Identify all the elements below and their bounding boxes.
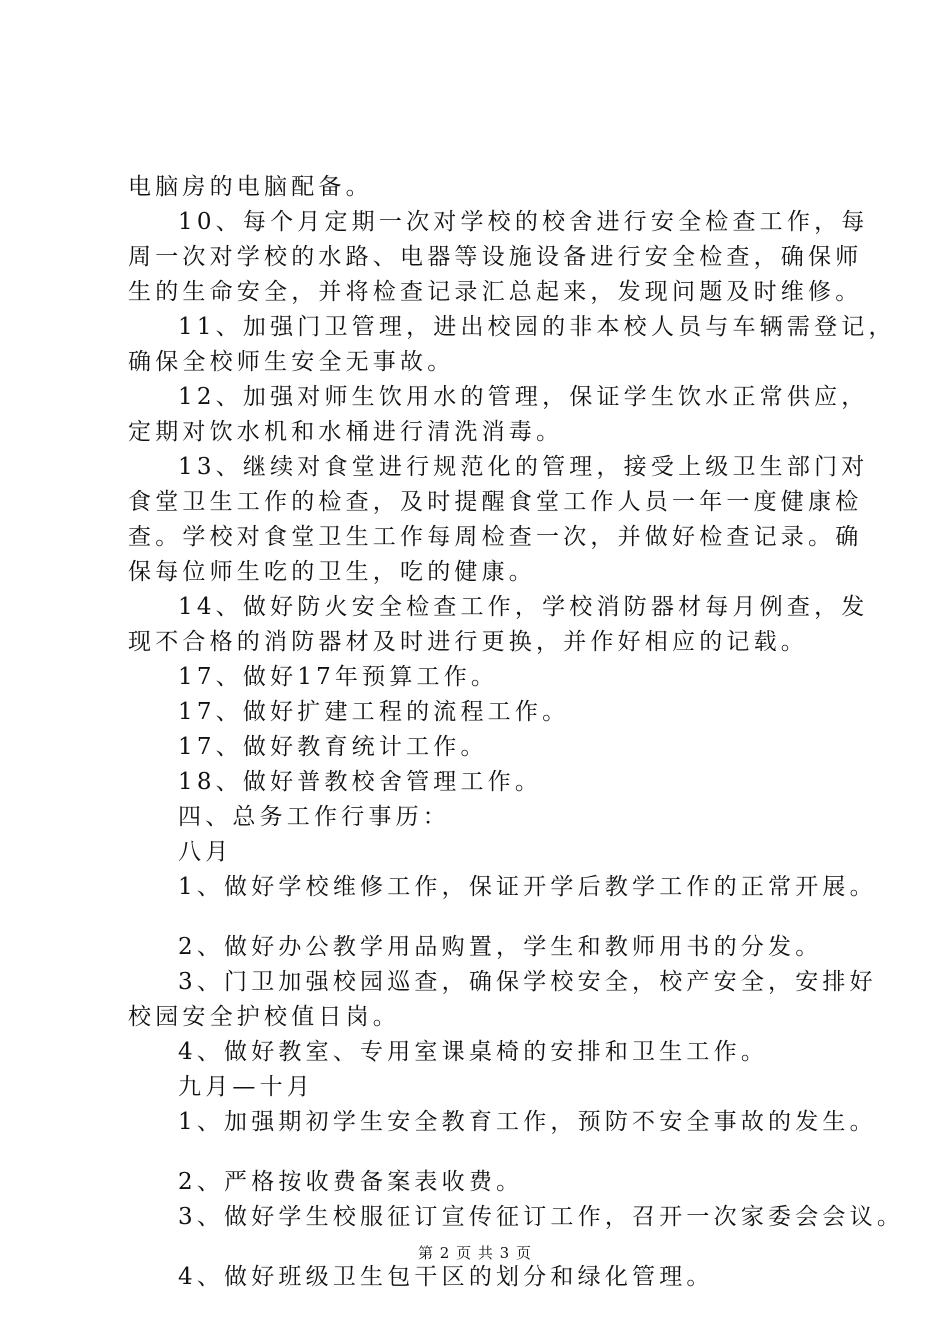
text-line: 确保全校师生安全无事故。 (128, 349, 455, 375)
text-line: 17、做好17年预算工作。 (178, 664, 499, 690)
text-line: 1、做好学校维修工作，保证开学后教学工作的正常开展。 (178, 874, 877, 900)
text-line: 保每位师生吃的卫生，吃的健康。 (128, 559, 536, 585)
text-line: 周一次对学校的水路、电器等设施设备进行安全检查，确保师 (128, 244, 863, 270)
month-heading: 九月—十月 (178, 1074, 314, 1100)
text-line: 3、门卫加强校园巡查，确保学校安全，校产安全，安排好 (178, 969, 877, 995)
text-line: 查。学校对食堂卫生工作每周检查一次，并做好检查记录。确 (128, 524, 863, 550)
text-line: 2、做好办公教学用品购置，学生和教师用书的分发。 (178, 934, 823, 960)
text-line: 食堂卫生工作的检查，及时提醒食堂工作人员一年一度健康检 (128, 489, 863, 515)
text-line: 10、每个月定期一次对学校的校舍进行安全检查工作，每 (178, 209, 869, 235)
text-line: 13、继续对食堂进行规范化的管理，接受上级卫生部门对 (178, 454, 869, 480)
text-line: 2、严格按收费备案表收费。 (178, 1169, 524, 1195)
text-line: 11、加强门卫管理，进出校园的非本校人员与车辆需登记， (178, 314, 896, 340)
text-line: 4、做好班级卫生包干区的划分和绿化管理。 (178, 1264, 714, 1290)
text-line: 生的生命安全，并将检查记录汇总起来，发现问题及时维修。 (128, 279, 863, 305)
page-number-footer: 第 2 页 共 3 页 (418, 1244, 532, 1262)
text-line: 校园安全护校值日岗。 (128, 1004, 400, 1030)
text-line: 17、做好扩建工程的流程工作。 (178, 699, 570, 725)
text-line: 现不合格的消防器材及时进行更换，并作好相应的记载。 (128, 629, 808, 655)
section-heading: 四、总务工作行事历： (178, 804, 450, 830)
text-line: 电脑房的电脑配备。 (128, 174, 373, 200)
text-line: 18、做好普教校舍管理工作。 (178, 769, 543, 795)
text-line: 3、做好学生校服征订宣传征订工作，召开一次家委会会议。 (178, 1204, 905, 1230)
text-line: 12、加强对师生饮用水的管理，保证学生饮水正常供应， (178, 384, 869, 410)
text-line: 1、加强期初学生安全教育工作，预防不安全事故的发生。 (178, 1109, 877, 1135)
month-heading: 八月 (178, 839, 233, 865)
text-line: 17、做好教育统计工作。 (178, 734, 488, 760)
text-line: 4、做好教室、专用室课桌椅的安排和卫生工作。 (178, 1039, 769, 1065)
text-line: 定期对饮水机和水桶进行清洗消毒。 (128, 419, 564, 445)
text-line: 14、做好防火安全检查工作，学校消防器材每月例查，发 (178, 594, 869, 620)
